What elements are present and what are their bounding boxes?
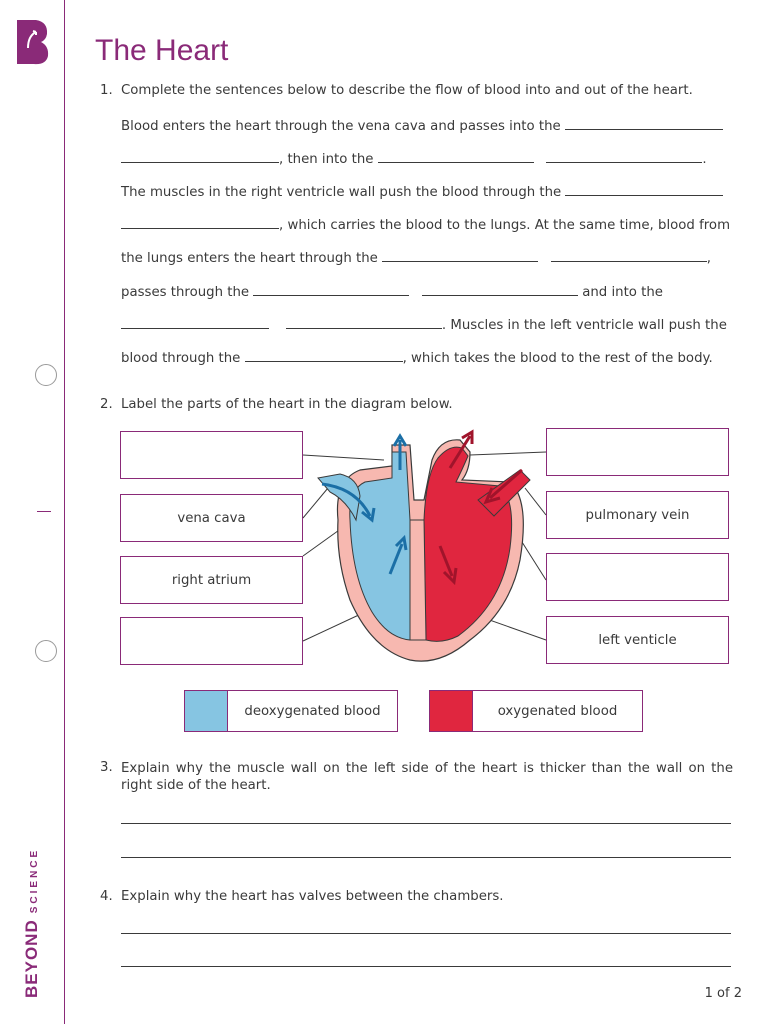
q1-line: Blood enters the heart through the vena cava and passes into the xyxy=(121,117,723,134)
q1-line: passes through the and into the xyxy=(121,285,663,300)
q1-line: , then into the . xyxy=(121,150,707,167)
answer-line[interactable] xyxy=(121,857,731,858)
septum xyxy=(410,520,426,640)
answer-line[interactable] xyxy=(121,823,731,824)
q1-line: the lungs enters the heart through the , xyxy=(121,251,711,266)
key-label: oxygenated blood xyxy=(497,703,618,719)
brand-wordmark: BEYONDSCIENCE xyxy=(22,847,41,998)
key-oxygenated xyxy=(429,690,643,732)
deoxygenated-swatch xyxy=(185,691,228,731)
q1-prompt: Complete the sentences below to describe the flow of blood into and out of the heart. xyxy=(121,83,693,98)
key-label: deoxygenated blood xyxy=(244,703,381,719)
q1-line: , which carries the blood to the lungs. At the same time, blood from xyxy=(121,216,730,233)
q2-prompt: Label the parts of the heart in the diagram below. xyxy=(121,397,453,412)
q1-number: 1. xyxy=(100,83,113,98)
q2-number: 2. xyxy=(100,397,113,412)
label-box-left-ventricle[interactable]: left venticle xyxy=(546,616,729,664)
label-box-pulmonary-vein[interactable]: pulmonary vein xyxy=(546,491,729,539)
q4-number: 4. xyxy=(100,889,113,904)
q1-line: blood through the , which takes the blood to the rest of the body. xyxy=(121,351,713,366)
oxygenated-swatch xyxy=(430,691,473,731)
q4-prompt: Explain why the heart has valves between the chambers. xyxy=(121,889,504,904)
left-chambers xyxy=(424,447,512,641)
q3-prompt: Explain why the muscle wall on the left side of the heart is thicker than the wall on the right side of the heart. xyxy=(121,761,733,793)
answer-line[interactable] xyxy=(121,933,731,934)
page-number: 1 of 2 xyxy=(704,986,742,1001)
q3-number: 3. xyxy=(100,760,113,775)
q1-line: . Muscles in the left ventricle wall push the xyxy=(121,316,727,333)
label-box-right-atrium[interactable]: right atrium xyxy=(120,556,303,604)
label-box-vena-cava[interactable]: vena cava xyxy=(120,494,303,542)
key-deoxygenated xyxy=(184,690,398,732)
answer-line[interactable] xyxy=(121,966,731,967)
q1-line: The muscles in the right ventricle wall push the blood through the xyxy=(121,183,723,200)
page-title: The Heart xyxy=(95,34,229,67)
